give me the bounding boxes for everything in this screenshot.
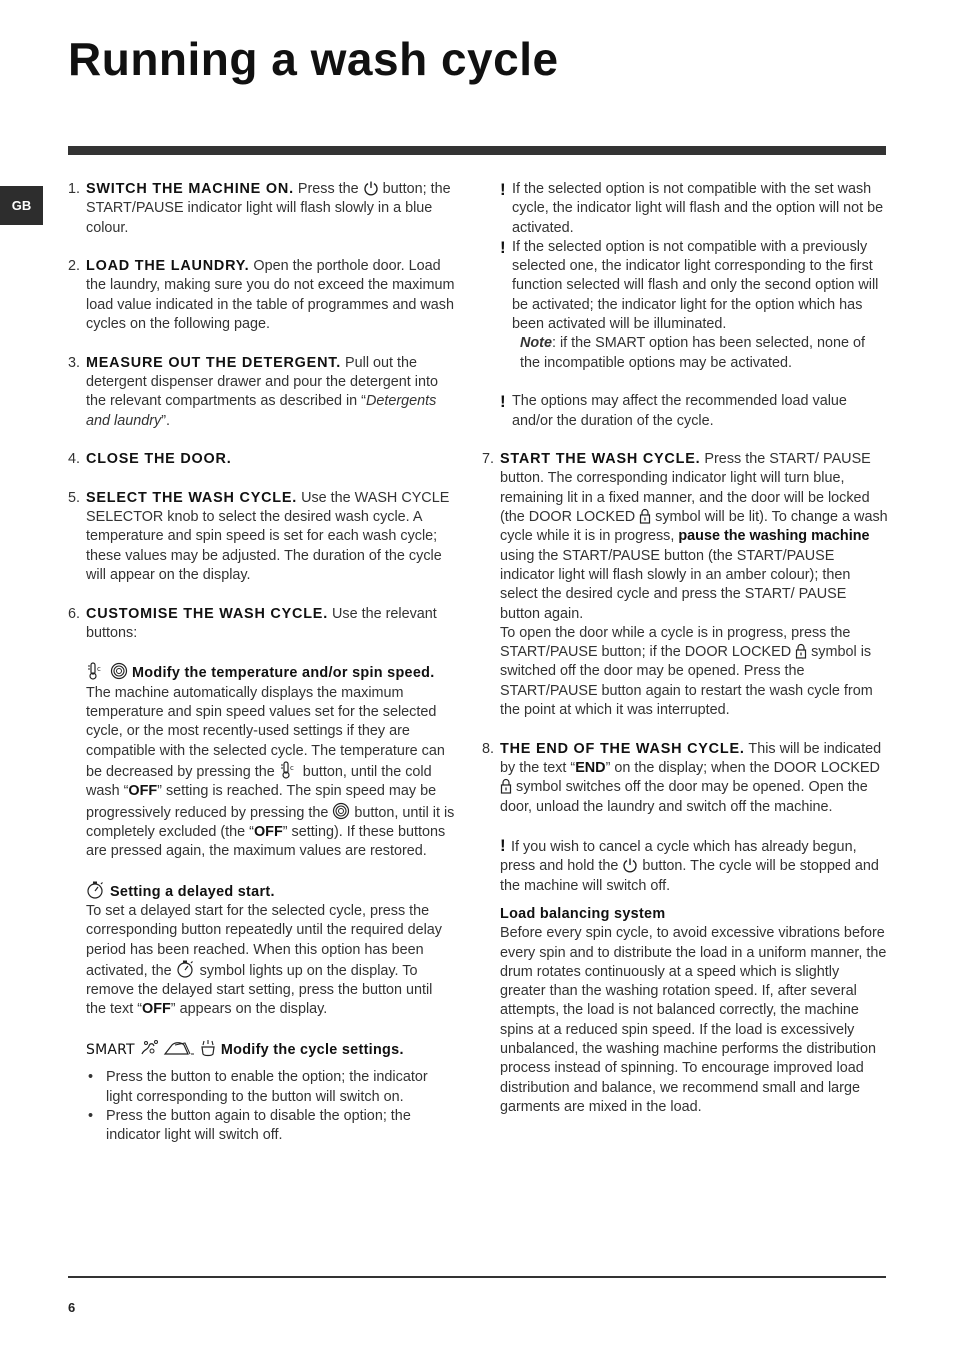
cycle-settings-section: SMART Modify the cycle settings. • Press the button to enable the option; the indicator light corresponding to the button will switch on. • Press the button again to disable the option; the indicator light will switch off. [86, 1039, 455, 1145]
list-item: • Press the button to enable the option; the indicator light corresponding to the button will switch on. [88, 1069, 428, 1105]
power-icon [622, 858, 638, 874]
step-heading: CLOSE THE DOOR. [86, 451, 232, 468]
spin-icon [332, 805, 350, 821]
step-6: 6. CUSTOMISE THE WASH CYCLE. Use the relevant buttons: c Modify the temperature and/or spin speed. The machine automatically displays the maximum temperature and spin speed values set for the selected cycle, or the most recently-used settings if they are compatible with the selected cycle. The temperature can be decreased by pressing the c button, until the cold wash “OFF” setting is reached. The spin speed may be progressively reduced by pressing the button, until it is completely excluded (the “OFF” setting). If these buttons are pressed again, the maximum values are restored. Setting a delayed start. To set a delayed start for the selected cycle, press the corresponding button repeatedly until the required delay period has been reached. When this option has been activated, the symbol lights up on the display. To remove the delayed start setting, press the button until the text “OFF” appears on the display. SMART Modify the cycle settings. • Press the button to enable the option; the indicator light corresponding to the button will switch on. • Press the button again to disable the option; the indicator light will switch off. [68, 605, 455, 1146]
warning-load-duration: ! The options may affect the recommended load value and/or the duration of the cycle. [500, 392, 888, 431]
load-balancing-heading: Load balancing system [500, 905, 666, 922]
step-3: 3. MEASURE OUT THE DETERGENT. Pull out the detergent dispenser drawer and pour the detergent into the relevant compartments as described in “Detergents and laundry”. [68, 354, 439, 429]
warning-incompatible-option: ! If the selected option is not compatible with a previously selected one, the indicator light corresponding to the first function selected will flash and only the second option will be activated; the indicator light for the option which has been activated will be illuminated. [500, 238, 888, 334]
warning-icon: ! [500, 237, 506, 257]
cycle-settings-bullets [86, 1068, 455, 1145]
footer-rule [68, 1276, 886, 1278]
warning-cancel-cycle: ! If you wish to cancel a cycle which has already begun, press and hold the button. The cycle will be stopped and the machine will switch off. [500, 836, 879, 894]
door-lock-icon [500, 779, 512, 795]
delayed-start-section: Setting a delayed start. To set a delayed start for the selected cycle, press the corresponding button repeatedly until the required delay period has been reached. When this option has been activated, the symbol lights up on the display. To remove the delayed start setting, press the button until the text “OFF” appears on the display. [86, 881, 455, 1020]
step-8: 8. THE END OF THE WASH CYCLE. This will be indicated by the text “END” on the display; when the DOOR LOCKED symbol switches off the door may be opened. Open the door, unload the laundry and switch off the machine. [482, 740, 882, 815]
smart-note: Note: if the SMART option has been selected, none of the incompatible options may be activated. [520, 335, 866, 371]
svg-text:c: c [97, 665, 101, 674]
door-lock-icon [795, 644, 807, 660]
step-2: 2. LOAD THE LAUNDRY. Open the porthole door. Load the laundry, making sure you do not exceed the maximum load value indicated in the table of programmes and wash cycles on the following page. [68, 258, 455, 333]
stain-icon [139, 1042, 159, 1058]
step-heading: CUSTOMISE THE WASH CYCLE. [86, 605, 329, 622]
door-lock-icon [639, 509, 651, 525]
svg-text:c: c [289, 763, 294, 772]
page-title: Running a wash cycle [68, 33, 559, 85]
step-heading: SELECT THE WASH CYCLE. [86, 489, 298, 506]
extra-rinse-icon [199, 1042, 217, 1058]
step-1: 1. SWITCH THE MACHINE ON. Press the button; the START/PAUSE indicator light will flash slowly in a blue colour. [68, 181, 451, 236]
page-number: 6 [68, 1300, 76, 1315]
header-rule [68, 146, 886, 155]
temperature-icon [86, 665, 106, 681]
step-heading: LOAD THE LAUNDRY. [86, 258, 250, 275]
step-heading: THE END OF THE WASH CYCLE. [500, 740, 745, 757]
step-7: 7. START THE WASH CYCLE. Press the START/ PAUSE button. The corresponding indicator light will turn blue, remaining lit in a fixed manner, and the door will be locked (the DOOR LOCKED symbol will be lit). To change a wash cycle while it is in progress, pause the washing machine using the START/PAUSE button (the START/PAUSE indicator light will flash slowly in an amber colour); then select the desired cycle and press the START/ PAUSE button again. To open the door while a cycle is in progress, press the START/PAUSE button; if the DOOR LOCKED symbol is switched off the door may be opened. Press the START/PAUSE button again to restart the wash cycle from the point at which it was interrupted. [482, 451, 888, 719]
temperature-spin-section: c Modify the temperature and/or spin speed. The machine automatically displays the maximum temperature and spin speed values set for the selected cycle, or the most recently-used settings if they are compatible with the selected cycle. The temperature can be decreased by pressing the c button, until the cold wash “OFF” setting is reached. The spin speed may be progressively reduced by pressing the button, until it is completely excluded (the “OFF” setting). If these buttons are pressed again, the maximum values are restored. [86, 665, 455, 860]
delay-timer-icon [176, 963, 196, 979]
warning-icon: ! [500, 180, 506, 199]
delay-timer-icon [86, 884, 106, 900]
warning-icon: ! [500, 836, 506, 856]
step-heading: START THE WASH CYCLE. [500, 451, 701, 468]
step-heading: MEASURE OUT THE DETERGENT. [86, 354, 342, 371]
smart-label: SMART [86, 1042, 135, 1059]
temperature-icon [279, 764, 299, 780]
warning-incompatible-cycle: ! If the selected option is not compatible with the set wash cycle, the indicator light will flash and the option will not be activated. [500, 180, 888, 238]
iron-icon [163, 1042, 195, 1058]
power-icon [363, 181, 379, 197]
right-column [482, 180, 888, 1117]
spin-icon [110, 665, 128, 681]
language-tab: GB [0, 186, 43, 225]
step-heading: SWITCH THE MACHINE ON. [86, 181, 294, 197]
load-balancing-text: Before every spin cycle, to avoid excessive vibrations before every spin and to distribute the load in a uniform manner, the drum rotates continuously at a speed which is slightly greater than the washing rotation speed. If, after several attempts, the load is not balanced correctly, the machine spins at a reduced spin speed. If the load is excessively unbalanced, the washing machine performs the distribution process instead of spinning. To encourage improved load distribution and balance, we recommend small and large garments are mixed in the load. [500, 925, 887, 1115]
left-column [68, 180, 455, 1146]
warning-icon: ! [500, 392, 506, 412]
step-4: 4. CLOSE THE DOOR. [68, 451, 232, 468]
list-item: • Press the button again to disable the option; the indicator light will switch off. [88, 1107, 411, 1144]
step-5: 5. SELECT THE WASH CYCLE. Use the WASH CYCLE SELECTOR knob to select the desired wash cycle. A temperature and spin speed is set for each wash cycle; these values may be adjusted. The duration of the cycle will appear on the display. [68, 489, 450, 583]
